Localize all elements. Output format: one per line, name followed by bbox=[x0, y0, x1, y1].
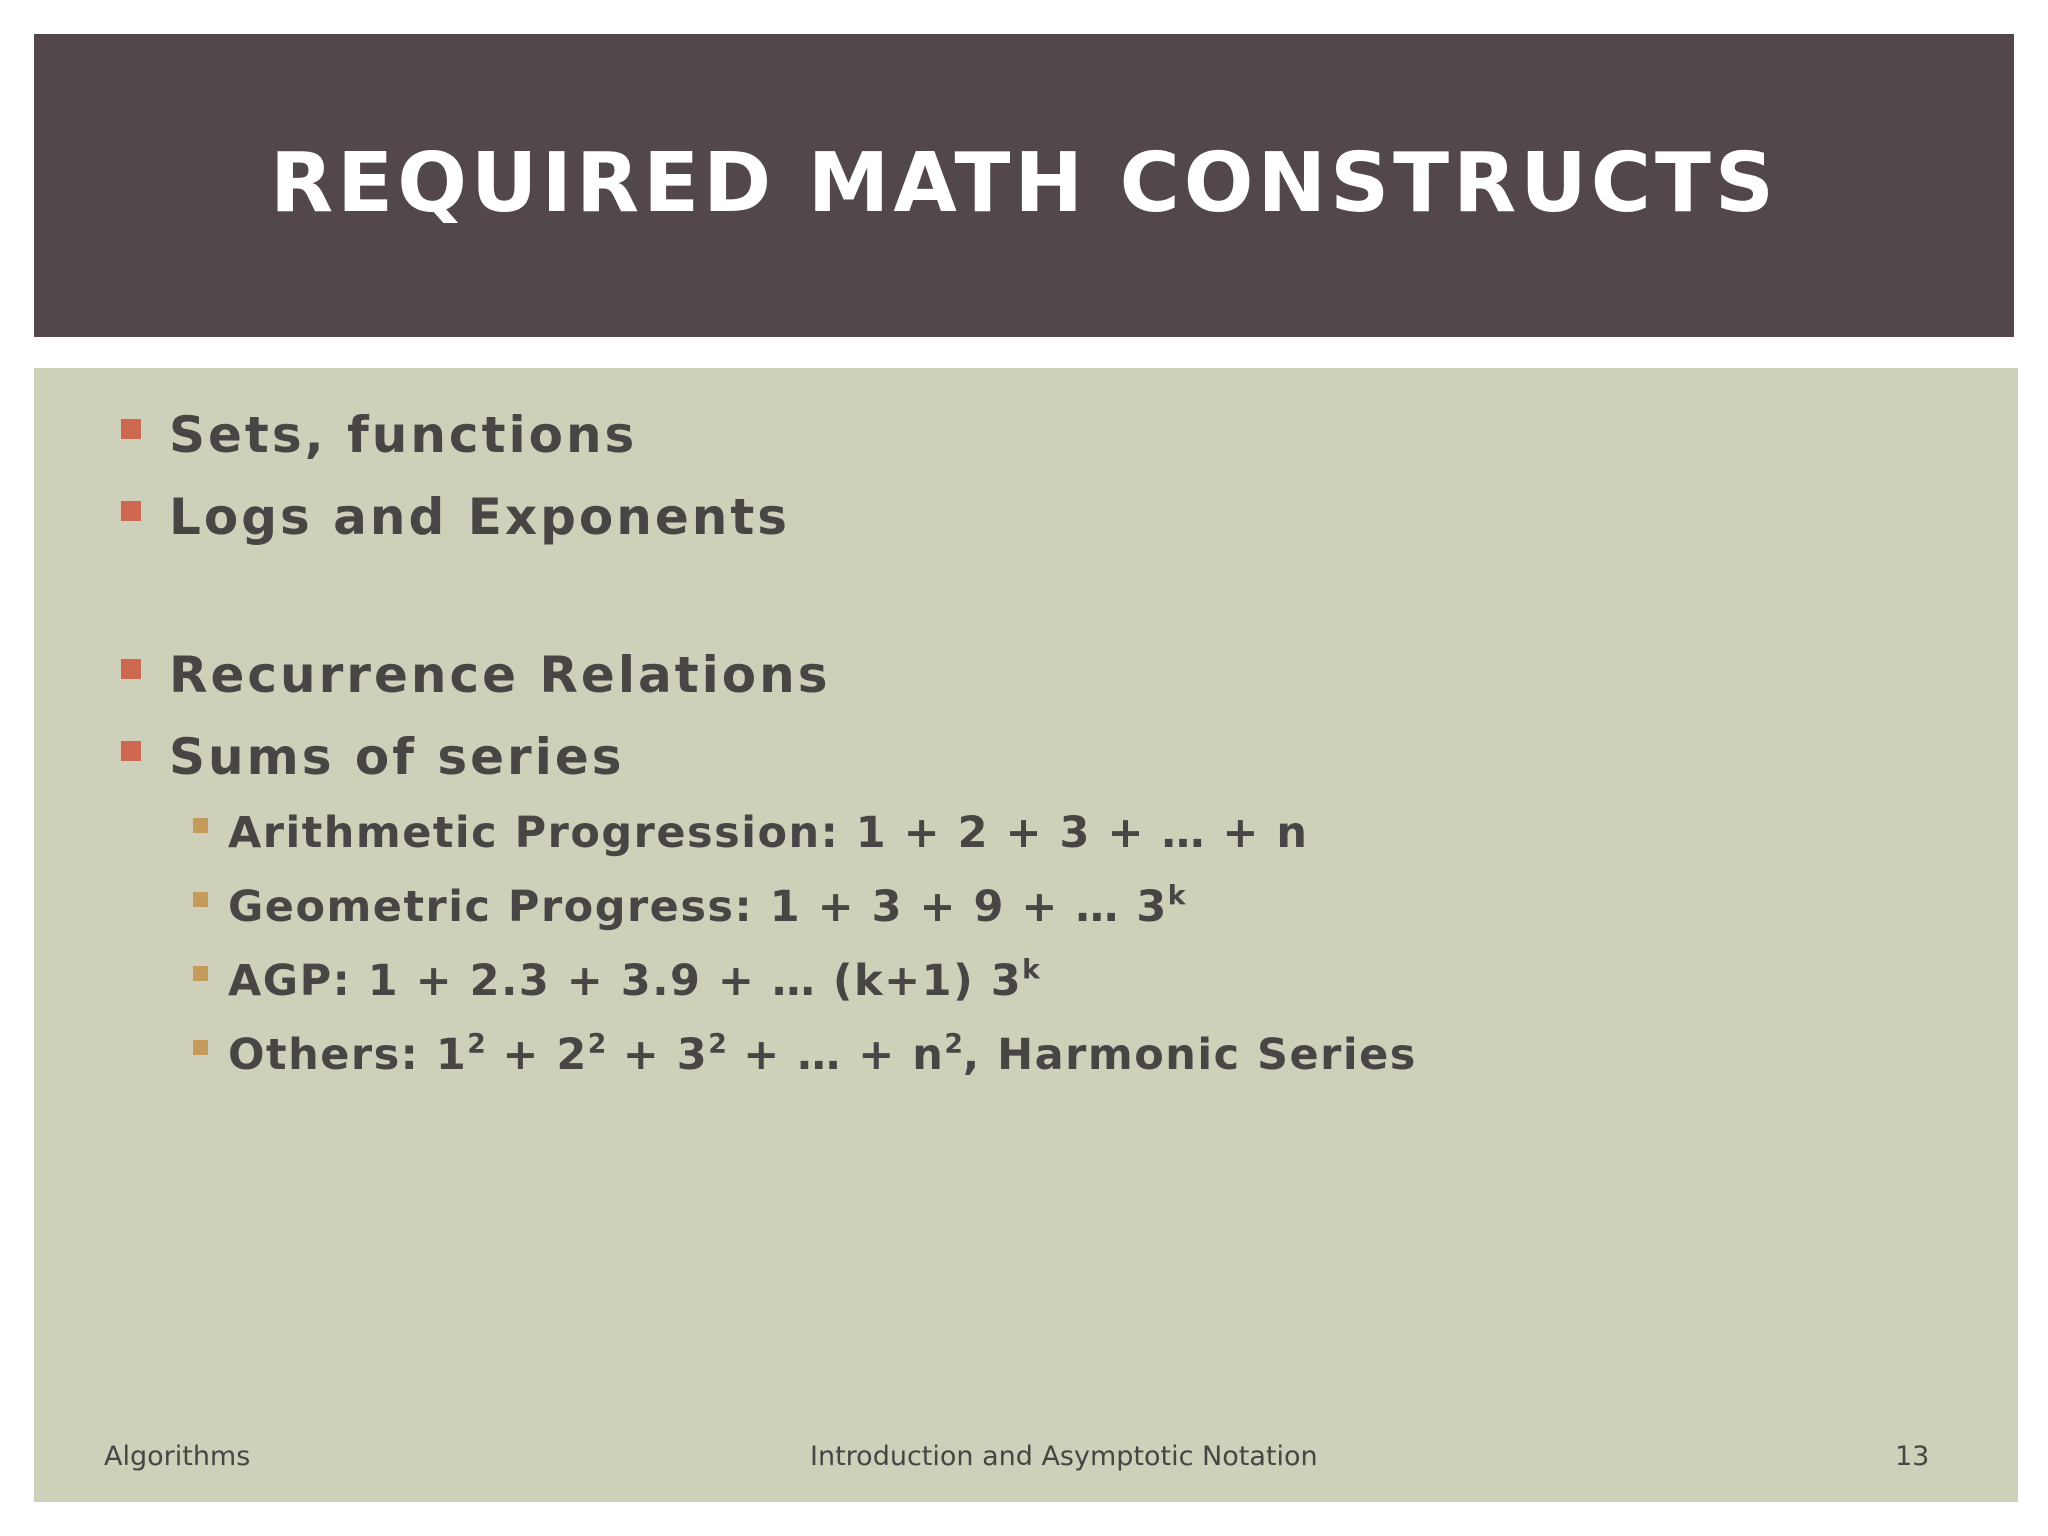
square-bullet-icon bbox=[121, 741, 141, 761]
bullet-text: Recurrence Relations bbox=[169, 646, 831, 704]
title-bar bbox=[34, 34, 2014, 337]
sub-bullet-base: Geometric Progress: 1 + 3 + 9 + … 3 bbox=[228, 882, 1168, 932]
sub-bullet-base: AGP: 1 + 2.3 + 3.9 + … (k+1) 3 bbox=[228, 956, 1023, 1006]
square-bullet-icon bbox=[121, 659, 141, 679]
bullet-item bbox=[121, 728, 625, 786]
small-square-bullet-icon bbox=[193, 818, 208, 833]
page-number: 13 bbox=[1895, 1441, 1930, 1472]
slide-title: REQUIRED MATH CONSTRUCTS bbox=[270, 135, 1778, 231]
square-bullet-icon bbox=[121, 501, 141, 521]
superscript: k bbox=[1022, 954, 1040, 986]
square-bullet-icon bbox=[121, 419, 141, 439]
sub-bullet-text bbox=[228, 956, 1040, 1006]
bullet-item bbox=[121, 406, 637, 464]
superscript: 2 bbox=[587, 1028, 607, 1060]
sub-bullet-item bbox=[193, 808, 1309, 858]
bullet-text: Logs and Exponents bbox=[169, 488, 791, 546]
text-segment: Others: 1 bbox=[228, 1030, 468, 1080]
sub-bullet-item bbox=[193, 882, 1186, 932]
sub-bullet-text bbox=[228, 1030, 1417, 1080]
text-segment: , Harmonic Series bbox=[962, 1030, 1417, 1080]
sub-bullet-text bbox=[228, 882, 1186, 932]
small-square-bullet-icon bbox=[193, 892, 208, 907]
bullet-text: Sums of series bbox=[169, 728, 625, 786]
footer-center: Introduction and Asymptotic Notation bbox=[810, 1441, 1318, 1472]
superscript: k bbox=[1167, 880, 1186, 912]
bullet-item bbox=[121, 488, 790, 546]
sub-bullet-item bbox=[193, 956, 1040, 1006]
small-square-bullet-icon bbox=[193, 1040, 208, 1055]
bullet-text: Sets, functions bbox=[169, 406, 638, 464]
footer-left: Algorithms bbox=[104, 1441, 251, 1472]
sub-bullet-text: Arithmetic Progression: 1 + 2 + 3 + … + n bbox=[228, 808, 1309, 858]
superscript: 2 bbox=[708, 1028, 727, 1060]
text-segment: + … + n bbox=[726, 1030, 945, 1080]
bullet-item bbox=[121, 646, 830, 704]
text-segment: + 3 bbox=[606, 1030, 709, 1080]
superscript: 2 bbox=[467, 1028, 486, 1060]
content-area bbox=[34, 368, 2018, 1502]
sub-bullet-item bbox=[193, 1030, 1417, 1080]
text-segment: + 2 bbox=[485, 1030, 588, 1080]
superscript: 2 bbox=[944, 1028, 963, 1060]
small-square-bullet-icon bbox=[193, 966, 208, 981]
